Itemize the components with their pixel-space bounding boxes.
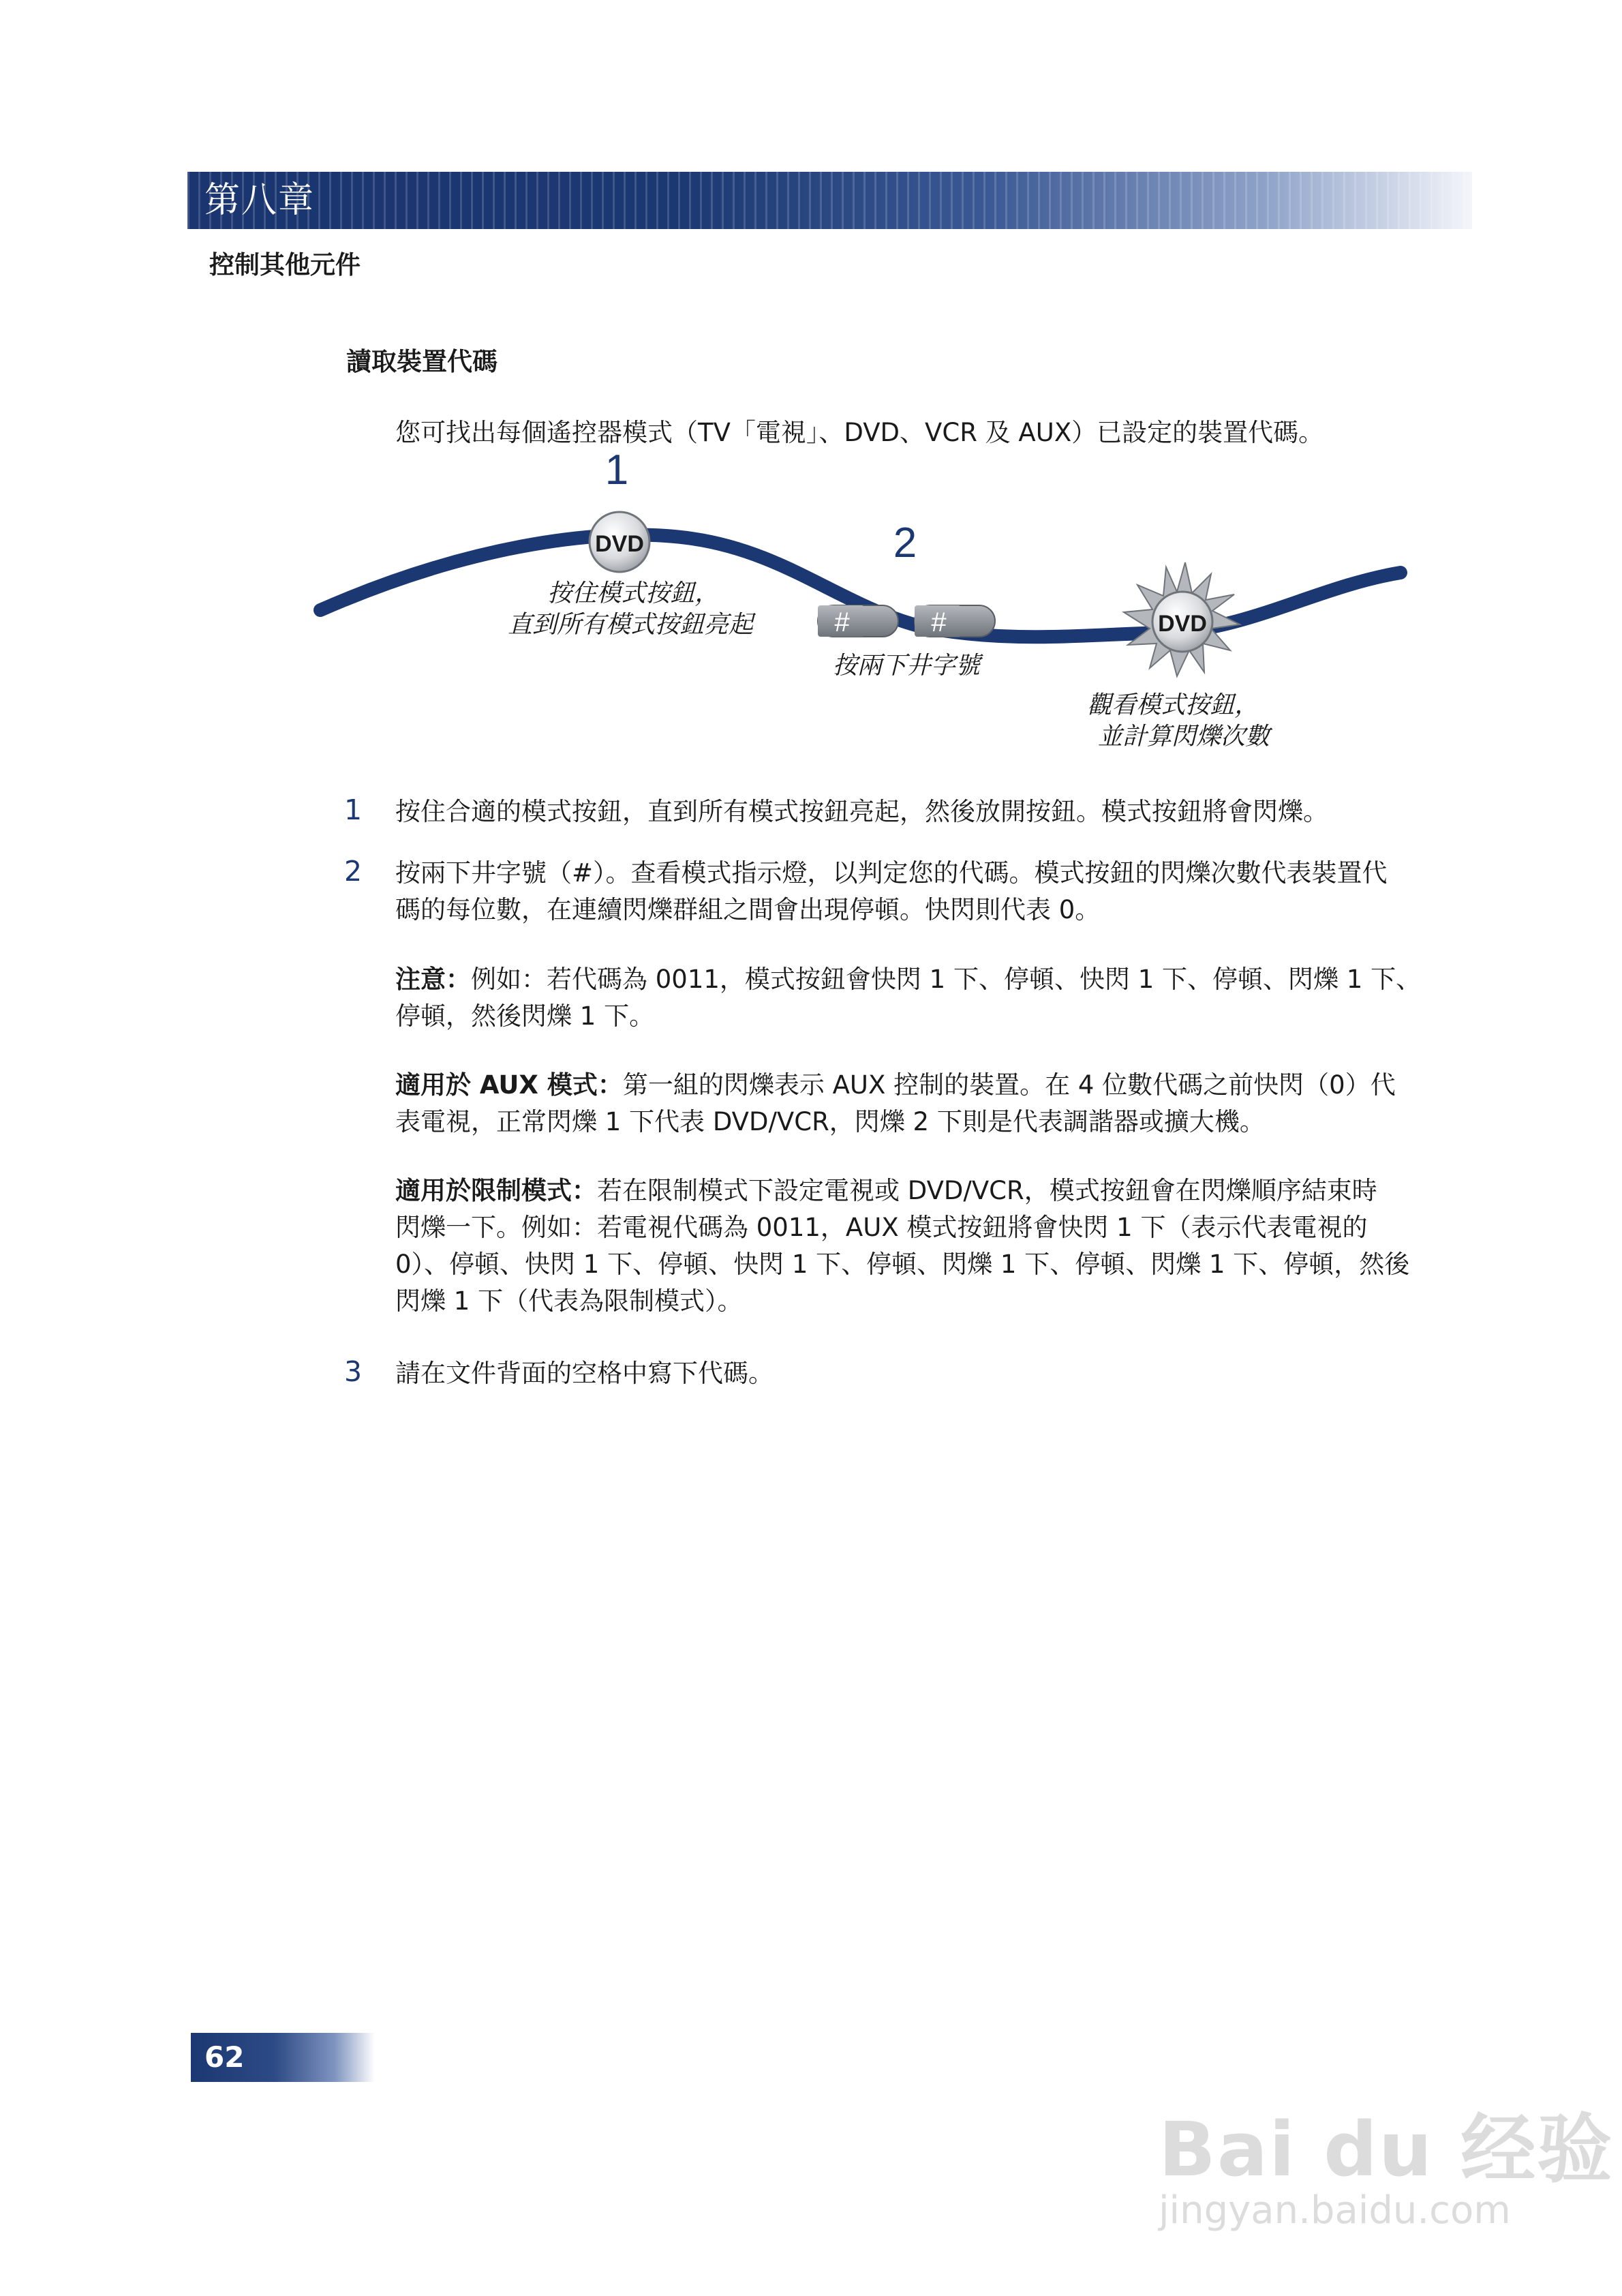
hash-button-2 bbox=[915, 605, 995, 637]
caption-hold-line1: 按住模式按鈕， bbox=[547, 579, 720, 607]
restrict-line4: 閃爍 1 下（代表為限制模式）。 bbox=[395, 1286, 743, 1316]
step-2-line1: 按兩下井字號（#）。查看模式指示燈，以判定您的代碼。模式按鈕的閃爍次數代表裝置代 bbox=[395, 858, 1388, 888]
watermark-logo: Bai du 经验 bbox=[1159, 2106, 1614, 2193]
caption-watch-flash bbox=[1087, 691, 1273, 751]
dvd-button-label: DVD bbox=[1158, 611, 1207, 637]
restrict-label: 適用於限制模式： bbox=[395, 1176, 597, 1205]
step-1-number: 1 bbox=[344, 794, 363, 826]
step-2-line2: 碼的每位數，在連續閃爍群組之間會出現停頓。快閃則代表 0。 bbox=[395, 895, 1101, 924]
dvd-button-flashing bbox=[1124, 562, 1240, 676]
note-line1-text: 例如：若代碼為 0011，模式按鈕會快閃 1 下、停頓、快閃 1 下、停頓、閃爍 1 下、 bbox=[471, 965, 1422, 994]
step-1-text: 按住合適的模式按鈕，直到所有模式按鈕亮起，然後放開按鈕。模式按鈕將會閃爍。 bbox=[395, 797, 1328, 826]
step-2-number: 2 bbox=[344, 855, 363, 888]
mode-button-diagram bbox=[310, 450, 1414, 764]
hash-button-1 bbox=[818, 605, 898, 637]
caption-watch-line1: 觀看模式按鈕， bbox=[1087, 691, 1259, 719]
step-3-text: 請在文件背面的空格中寫下代碼。 bbox=[395, 1359, 774, 1388]
diagram-step-1-number: 1 bbox=[605, 450, 629, 494]
watermark-url: jingyan.baidu.com bbox=[1159, 2188, 1511, 2233]
page-number: 62 bbox=[204, 2040, 245, 2074]
aux-label: 適用於 AUX 模式： bbox=[395, 1070, 623, 1100]
aux-line1 bbox=[395, 1067, 1486, 1104]
chapter-header-bar bbox=[187, 172, 1472, 229]
hash-symbol: # bbox=[833, 607, 850, 637]
section-subtitle: 控制其他元件 bbox=[209, 250, 361, 280]
restrict-line2: 閃爍一下。例如：若電視代碼為 0011，AUX 模式按鈕將會快閃 1 下（表示代表電視的 bbox=[395, 1213, 1368, 1242]
caption-hold-mode bbox=[508, 579, 756, 639]
aux-line1-text: 第一組的閃爍表示 AUX 控制的裝置。在 4 位數代碼之前快閃（0）代 bbox=[622, 1070, 1396, 1100]
hash-symbol: # bbox=[930, 607, 947, 637]
step-2-text bbox=[395, 855, 1486, 928]
note-label: 注意： bbox=[395, 965, 471, 994]
restrict-paragraph bbox=[395, 1173, 1486, 1320]
step-3-number: 3 bbox=[344, 1355, 363, 1388]
note-line1 bbox=[395, 961, 1486, 998]
aux-line2: 表電視，正常閃爍 1 下代表 DVD/VCR，閃爍 2 下則是代表調諧器或擴大機。 bbox=[395, 1107, 1265, 1136]
note-paragraph bbox=[395, 961, 1486, 1035]
intro-text: 您可找出每個遙控器模式（TV「電視」、DVD、VCR 及 AUX）已設定的裝置代碼。 bbox=[395, 418, 1324, 447]
aux-paragraph bbox=[395, 1067, 1486, 1141]
restrict-line1 bbox=[395, 1173, 1486, 1209]
restrict-line3: 0）、停頓、快閃 1 下、停頓、快閃 1 下、停頓、閃爍 1 下、停頓、閃爍 1 下、停頓，然後 bbox=[395, 1250, 1410, 1279]
restrict-line1-text: 若在限制模式下設定電視或 DVD/VCR，模式按鈕會在閃爍順序結束時 bbox=[597, 1176, 1377, 1205]
section-heading: 讀取裝置代碼 bbox=[346, 347, 498, 376]
diagram-step-2-number: 2 bbox=[893, 519, 917, 567]
caption-watch-line2: 並計算閃爍次數 bbox=[1097, 723, 1270, 751]
note-line2: 停頓，然後閃爍 1 下。 bbox=[395, 1001, 655, 1031]
chapter-title: 第八章 bbox=[204, 180, 316, 221]
caption-hold-line2: 直到所有模式按鈕亮起 bbox=[507, 611, 754, 639]
dvd-button-pressed bbox=[590, 512, 649, 572]
caption-press-hash: 按兩下井字號 bbox=[832, 652, 981, 680]
dvd-button-label: DVD bbox=[595, 531, 644, 557]
